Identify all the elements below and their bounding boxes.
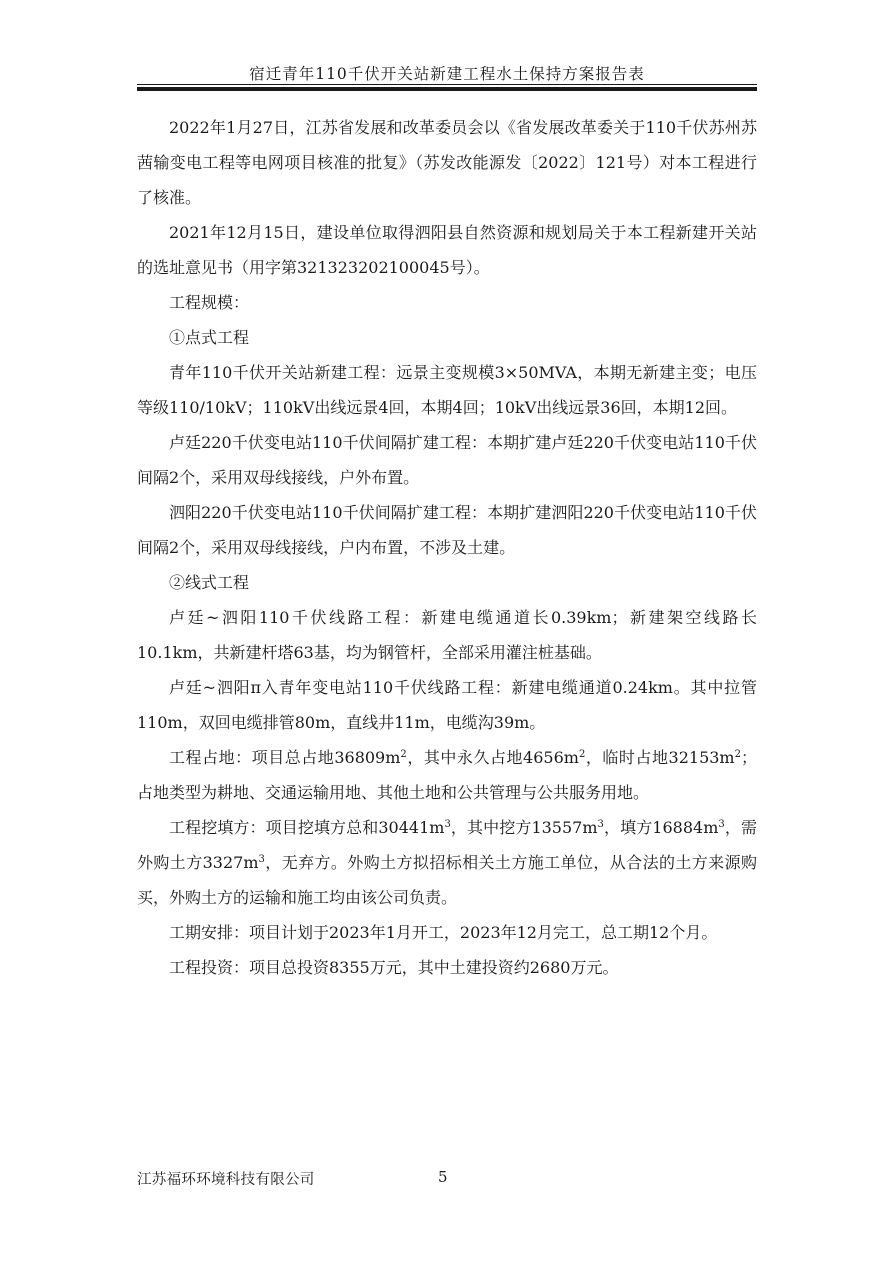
- footer-company-name: 江苏福环环境科技有限公司: [137, 1172, 315, 1188]
- line-works-heading: ②线式工程: [169, 573, 250, 592]
- earthwork-paragraph: 工程挖填方：项目挖填方总和$30441m^3$，其中挖方$13557m^3$，填方$16884m^3$，需外购土方$3327m^3$，无弃方。外购土方拟招标相关土方施工单位，从合法的土方来源购买，外购土方的运输和施工均由该公司负责。: [137, 818, 757, 907]
- luting-siyang-line-paragraph: 卢廷~泗阳110千伏线路工程：新建电缆通道长0.39km；新建架空线路长10.1km，共新建杆塔63基，均为钢管杆，全部采用灌注桩基础。: [137, 608, 757, 662]
- siyang-substation-paragraph: 泗阳220千伏变电站110千伏间隔扩建工程：本期扩建泗阳220千伏变电站110千伏间隔2个，采用双母线接线，户内布置，不涉及土建。: [137, 503, 757, 557]
- luting-substation-paragraph: 卢廷220千伏变电站110千伏间隔扩建工程：本期扩建卢廷220千伏变电站110千伏间隔2个，采用双母线接线，户外布置。: [137, 433, 757, 487]
- header-rule-thick: [137, 87, 757, 91]
- header-rule-thin: [137, 84, 757, 85]
- scale-heading: 工程规模：: [169, 293, 250, 312]
- investment-paragraph: 工程投资：项目总投资8355万元，其中土建投资约2680万元。: [169, 958, 619, 977]
- document-body: [137, 110, 757, 985]
- pi-in-line-paragraph: 卢廷~泗阳π入青年变电站110千伏线路工程：新建电缆通道0.24km。其中拉管110m，双回电缆排管80m，直线井11m，电缆沟39m。: [137, 678, 757, 732]
- page-header-title: 宿迁青年110千伏开关站新建工程水土保持方案报告表: [249, 65, 645, 83]
- approval-paragraph: 2022年1月27日，江苏省发展和改革委员会以《省发展改革委关于110千伏苏州苏茜输变电工程等电网项目核准的批复》（苏发改能源发〔2022〕121号）对本工程进行了核准。: [137, 118, 757, 207]
- schedule-paragraph: 工期安排：项目计划于2023年1月开工，2023年12月完工，总工期12个月。: [169, 923, 718, 942]
- page-number: 5: [438, 1168, 448, 1186]
- point-works-heading: ①点式工程: [169, 328, 250, 347]
- land-occupation-paragraph: 工程占地：项目总占地$36809m^2$，其中永久占地$4656m^2$，临时占地$32153m^2$；占地类型为耕地、交通运输用地、其他土地和公共管理与公共服务用地。: [137, 748, 757, 802]
- qingnian-switch-station-paragraph: 青年110千伏开关站新建工程：远景主变规模3×50MVA，本期无新建主变；电压等级110/10kV；110kV出线远景4回，本期4回；10kV出线远景36回，本期12回。: [137, 363, 757, 417]
- site-selection-paragraph: 2021年12月15日，建设单位取得泗阳县自然资源和规划局关于本工程新建开关站的选址意见书（用字第321323202100045号）。: [137, 223, 757, 277]
